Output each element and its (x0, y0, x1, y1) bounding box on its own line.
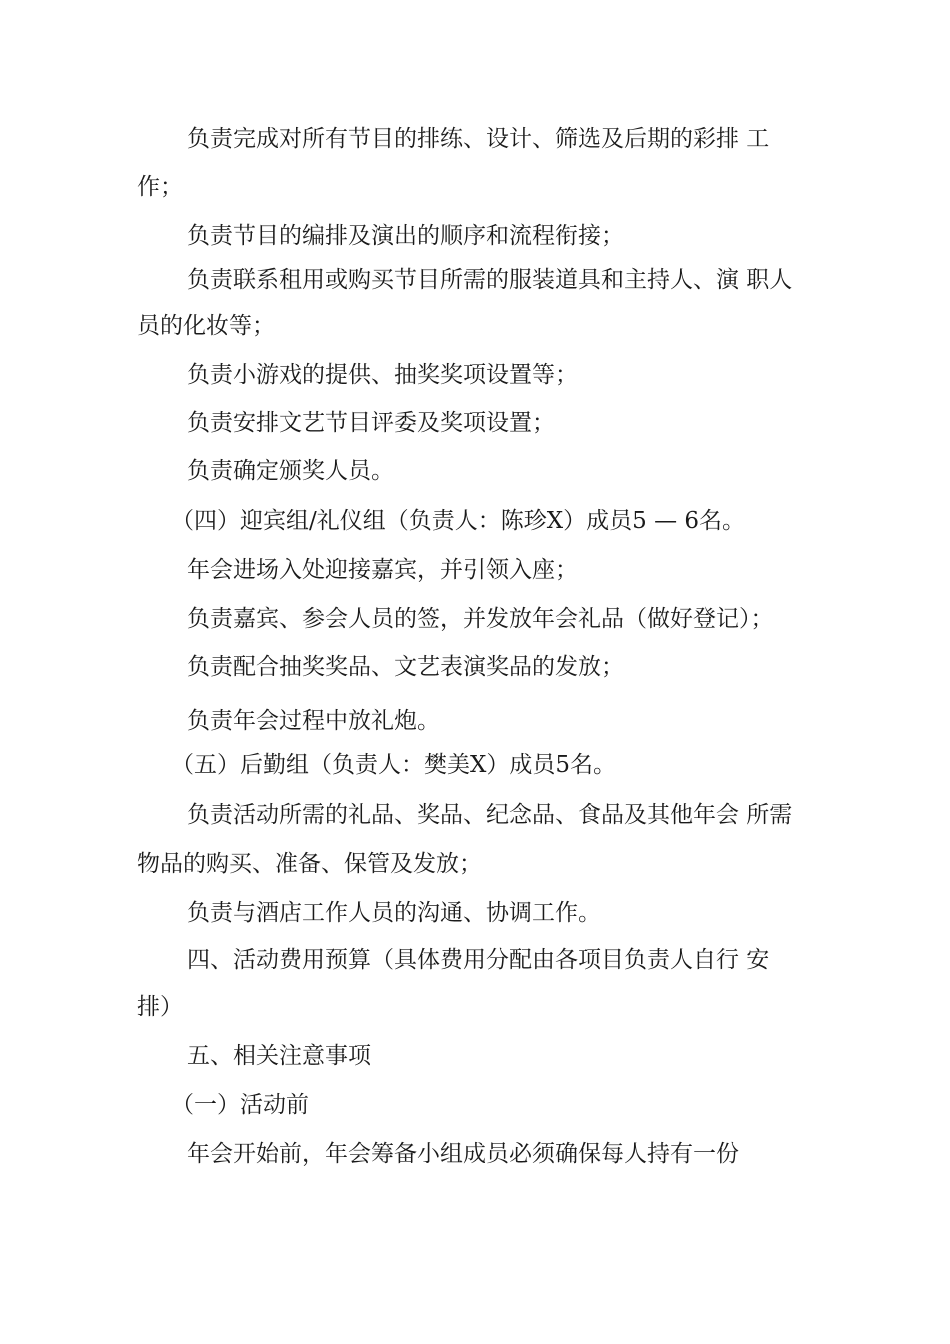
text-line: 作； (137, 174, 183, 200)
text-line: 排） (137, 994, 183, 1020)
text-line: 年会开始前，年会筹备小组成员必须确保每人持有一份 (187, 1141, 739, 1167)
text-line: 员的化妆等； (137, 313, 275, 339)
section-heading: （五）后勤组（负责人：樊美X）成员5名。 (171, 752, 617, 778)
text-line: 负责安排文艺节目评委及奖项设置； (187, 410, 555, 436)
text-line: 负责与酒店工作人员的沟通、协调工作。 (187, 900, 601, 926)
text-line: 负责小游戏的提供、抽奖奖项设置等； (187, 362, 578, 388)
text-line: 负责完成对所有节目的排练、设计、筛选及后期的彩排 工 (187, 126, 770, 152)
text-line: 负责年会过程中放礼炮。 (187, 708, 440, 734)
text-line: 负责活动所需的礼品、奖品、纪念品、食品及其他年会 所需 (187, 802, 793, 828)
text-line: 负责嘉宾、参会人员的签，并发放年会礼品（做好登记）； (187, 606, 774, 632)
text-line: 负责配合抽奖奖品、文艺表演奖品的发放； (187, 654, 624, 680)
text-line: 负责联系租用或购买节目所需的服装道具和主持人、演 职人 (187, 267, 793, 293)
text-line: 负责节目的编排及演出的顺序和流程衔接； (187, 223, 624, 249)
text-line: 年会进场入处迎接嘉宾，并引领入座； (187, 557, 578, 583)
section-heading: （四）迎宾组/礼仪组（负责人：陈珍X）成员5 — 6名。 (171, 508, 746, 534)
section-heading: （一）活动前 (171, 1092, 309, 1118)
text-line: 负责确定颁奖人员。 (187, 458, 394, 484)
section-heading: 五、相关注意事项 (187, 1043, 371, 1069)
section-heading: 四、活动费用预算（具体费用分配由各项目负责人自行 安 (187, 947, 770, 973)
text-line: 物品的购买、准备、保管及发放； (137, 851, 482, 877)
